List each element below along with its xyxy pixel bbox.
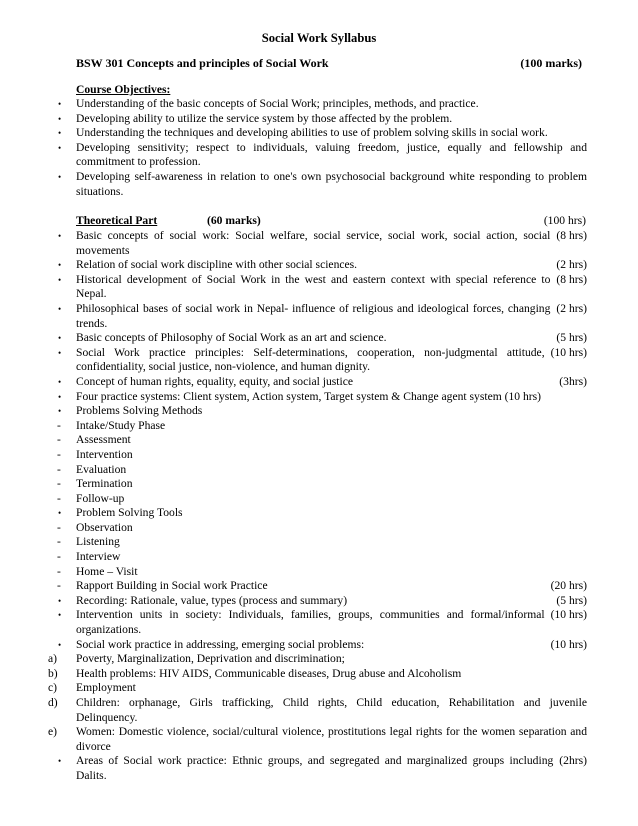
- theory-marks: (60 marks): [207, 214, 261, 227]
- syllabus-item: [52, 273, 587, 302]
- syllabus-item: [52, 346, 587, 375]
- bullet-marker: •: [58, 113, 62, 124]
- item-hours: (2 hrs): [556, 258, 587, 272]
- bullet-marker: •: [58, 260, 62, 271]
- bullet-marker: •: [58, 376, 62, 387]
- objectives-heading: Course Objectives:: [76, 83, 171, 96]
- objective-item: [52, 97, 587, 112]
- list-marker: b): [48, 666, 58, 680]
- item-hours: (8 hrs): [556, 272, 587, 286]
- syllabus-item: [48, 681, 587, 696]
- bullet-marker: •: [58, 406, 62, 417]
- item-hours: (2 hrs): [556, 301, 587, 315]
- syllabus-item: [52, 550, 587, 565]
- list-marker: -: [57, 579, 61, 593]
- item-text: Women: Domestic violence, social/cultural violence, prostitutions legal rights for the women separation and divorce: [76, 725, 587, 753]
- list-marker: -: [57, 564, 61, 578]
- item-text: Termination: [76, 477, 133, 491]
- item-text: Understanding of the basic concepts of Social Work; principles, methods, and practice.: [76, 97, 479, 110]
- list-marker: -: [57, 550, 61, 564]
- item-text: Observation: [76, 520, 133, 534]
- item-text: Developing sensitivity; respect to individuals, valuing freedom, justice, equally and fellowship and commitment to profession.: [76, 140, 587, 169]
- item-text: Problems Solving Methods: [76, 404, 203, 418]
- syllabus-item: [52, 579, 587, 594]
- objective-item: [52, 126, 587, 141]
- syllabus-item: [52, 535, 587, 550]
- item-hours: (5 hrs): [556, 593, 587, 607]
- bullet-marker: •: [58, 99, 62, 109]
- course-title: BSW 301 Concepts and principles of Social Work: [76, 56, 329, 70]
- syllabus-item: [52, 477, 587, 492]
- bullet-marker: •: [58, 171, 62, 182]
- syllabus-item: [52, 754, 587, 783]
- syllabus-item: [52, 448, 587, 463]
- theory-heading: [76, 214, 586, 229]
- bullet-marker: •: [58, 303, 62, 314]
- item-hours: (5 hrs): [556, 331, 587, 345]
- item-text: Assessment: [76, 433, 131, 447]
- item-text: Developing self-awareness in relation to one's own psychosocial background white responding to problem situations.: [76, 169, 587, 198]
- theory-hours: (100 hrs): [543, 214, 586, 227]
- syllabus-item: [52, 506, 587, 521]
- theory-title: Theoretical Part: [76, 214, 158, 227]
- list-marker: -: [57, 520, 61, 534]
- item-text: Home – Visit: [76, 564, 138, 578]
- item-text: Follow-up: [76, 491, 125, 505]
- item-hours: (20 hrs): [550, 579, 587, 593]
- syllabus-item: [52, 404, 587, 419]
- bullet-marker: •: [58, 128, 62, 139]
- item-text: (3hrs) Concept of human rights, equality, equity, and social justice: [76, 374, 587, 388]
- item-hours: (8 hrs): [556, 229, 587, 242]
- item-text: (2hrs) Areas of Social work practice: Ethnic groups, and segregated and marginalized groups including Dalits.: [76, 754, 587, 782]
- bullet-marker: •: [58, 639, 62, 650]
- list-marker: d): [48, 696, 58, 709]
- item-text: Problem Solving Tools: [76, 506, 183, 520]
- bullet-marker: •: [58, 610, 62, 621]
- item-hours: (10 hrs): [550, 345, 587, 359]
- bullet-marker: •: [58, 756, 62, 767]
- syllabus-item: [52, 463, 587, 478]
- syllabus-item: [52, 608, 587, 637]
- objective-item: [52, 112, 587, 127]
- item-text: (8 hrs) Historical development of Social Work in the west and eastern context with special reference to Nepal.: [76, 272, 587, 301]
- list-marker: -: [57, 535, 61, 549]
- topics-list: [48, 229, 587, 784]
- syllabus-item: [52, 433, 587, 448]
- item-text: Interview: [76, 550, 121, 564]
- item-text: Four practice systems: Client system, Action system, Target system & Change agent system (10 hrs): [76, 389, 542, 403]
- list-marker: -: [57, 433, 61, 447]
- bullet-marker: •: [58, 347, 62, 358]
- item-text: (20 hrs) Rapport Building in Social work Practice: [76, 579, 587, 593]
- bullet-marker: •: [58, 508, 62, 519]
- list-marker: e): [48, 725, 58, 739]
- list-marker: -: [57, 447, 61, 461]
- syllabus-item: [48, 652, 587, 667]
- bullet-marker: •: [58, 231, 62, 241]
- bullet-marker: •: [58, 595, 62, 606]
- objective-item: [52, 170, 587, 199]
- item-hours: (10 hrs): [550, 637, 587, 651]
- list-marker: -: [57, 462, 61, 476]
- syllabus-item: [52, 594, 587, 609]
- item-hours: (2hrs): [559, 754, 587, 768]
- item-text: Health problems: HIV AIDS, Communicable diseases, Drug abuse and Alcoholism: [76, 666, 462, 680]
- syllabus-item: [52, 521, 587, 536]
- syllabus-item: [52, 302, 587, 331]
- item-text: Children: orphanage, Girls trafficking, Child rights, Child education, Rehabilitation and juvenile Delinquency.: [76, 696, 587, 724]
- list-marker: -: [57, 491, 61, 505]
- list-marker: c): [48, 681, 58, 695]
- syllabus-item: [52, 638, 587, 653]
- list-marker: -: [57, 418, 61, 432]
- list-marker: -: [57, 477, 61, 491]
- item-text: Intake/Study Phase: [76, 418, 166, 432]
- item-text: (5 hrs) Basic concepts of Philosophy of Social Work as an art and science.: [76, 331, 587, 345]
- bullet-marker: •: [58, 274, 62, 285]
- item-text: (2 hrs) Relation of social work discipline with other social sciences.: [76, 258, 587, 272]
- syllabus-item: [52, 419, 587, 434]
- objective-item: [52, 141, 587, 170]
- syllabus-item: [48, 696, 587, 725]
- item-text: (8 hrs) Basic concepts of social work: Social welfare, social service, social work, social action, social movements: [76, 229, 587, 257]
- item-text: Employment: [76, 681, 136, 695]
- course-heading: [76, 56, 582, 71]
- item-text: (10 hrs) Social Work practice principles: Self-determinations, cooperation, non-judgmental attitude, confidentiality, social justice, non-violence, and human dignity.: [76, 345, 587, 374]
- item-hours: (3hrs): [559, 374, 587, 388]
- item-text: (10 hrs) Social work practice in addressing, emerging social problems:: [76, 637, 587, 651]
- item-text: (5 hrs) Recording: Rationale, value, types (process and summary): [76, 593, 587, 607]
- item-text: Intervention: [76, 447, 133, 461]
- bullet-marker: •: [58, 333, 62, 344]
- syllabus-item: [48, 666, 587, 682]
- bullet-marker: •: [58, 391, 62, 402]
- syllabus-item: [52, 258, 587, 273]
- objectives-list: [52, 97, 587, 199]
- item-text: Poverty, Marginalization, Deprivation and discrimination;: [76, 652, 345, 666]
- item-text: Developing ability to utilize the service system by those affected by the problem.: [76, 111, 453, 125]
- syllabus-item: [52, 390, 587, 405]
- page-title: Social Work Syllabus: [261, 31, 377, 45]
- item-text: Understanding the techniques and developing abilities to use of problem solving skills in social work.: [76, 126, 548, 140]
- syllabus-item: [48, 725, 587, 754]
- bullet-marker: •: [58, 142, 62, 153]
- item-text: Evaluation: [76, 462, 127, 476]
- item-text: (2 hrs) Philosophical bases of social work in Nepal- influence of religious and ideological forces, changing trends.: [76, 301, 587, 330]
- item-hours: (10 hrs): [550, 608, 587, 622]
- syllabus-item: [52, 229, 587, 258]
- syllabus-item: [52, 492, 587, 507]
- item-text: (10 hrs) Intervention units in society: Individuals, families, groups, communities and formal/informal organizations.: [76, 608, 587, 637]
- item-text: Listening: [76, 535, 120, 549]
- syllabus-item: [52, 565, 587, 580]
- list-marker: a): [48, 652, 58, 666]
- syllabus-item: [52, 375, 587, 390]
- syllabus-item: [52, 331, 587, 346]
- course-marks: (100 marks): [520, 56, 582, 70]
